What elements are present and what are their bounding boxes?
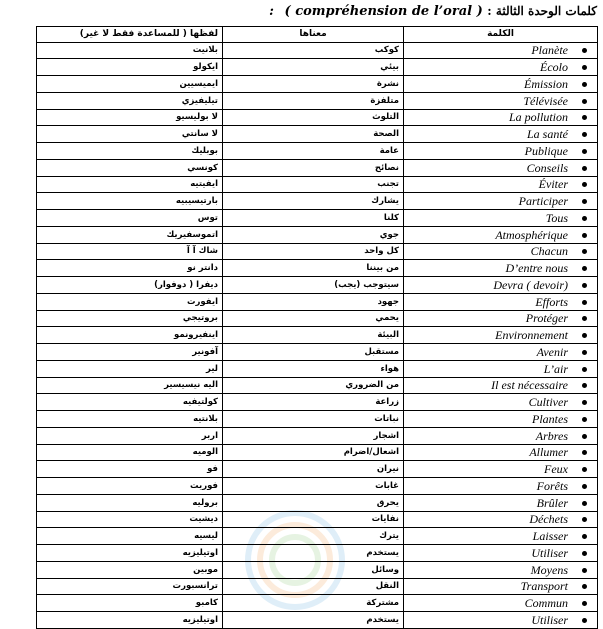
pronunciation-cell: الوميه — [37, 444, 223, 461]
french-word: Écolo — [540, 60, 568, 75]
french-word: Arbres — [535, 428, 568, 443]
table-row — [37, 427, 598, 444]
pronunciation-cell: بروليه — [37, 494, 223, 511]
french-word: Télévisée — [523, 93, 568, 108]
table-row — [37, 176, 598, 193]
word-cell — [404, 411, 598, 428]
bullet-icon — [582, 233, 587, 238]
pronunciation-cell: بروتيجي — [37, 310, 223, 327]
meaning-cell: تجنب — [223, 176, 404, 193]
table-row — [37, 92, 598, 109]
bullet-icon — [582, 316, 587, 321]
meaning-cell: بيئي — [223, 59, 404, 76]
meaning-cell: اشجار — [223, 427, 404, 444]
pronunciation-cell: اربر — [37, 427, 223, 444]
table-row — [37, 143, 598, 160]
french-word: Moyens — [530, 562, 568, 577]
word-cell — [404, 260, 598, 277]
bullet-icon — [582, 300, 587, 305]
table-row — [37, 528, 598, 545]
bullet-icon — [582, 65, 587, 70]
word-cell — [404, 494, 598, 511]
french-word: Émission — [523, 76, 568, 91]
word-cell — [404, 277, 598, 294]
header-word: الكلمة — [404, 27, 598, 43]
word-cell — [404, 109, 598, 126]
page-title — [17, 4, 597, 24]
meaning-cell: زراعة — [223, 394, 404, 411]
word-cell — [404, 578, 598, 595]
french-word: Forêts — [536, 478, 568, 493]
bullet-icon — [582, 216, 587, 221]
meaning-cell: عامة — [223, 143, 404, 160]
table-row — [37, 461, 598, 478]
bullet-icon — [582, 601, 587, 606]
french-word: Brûler — [536, 495, 568, 510]
french-word: Commun — [524, 596, 568, 611]
meaning-cell: البيئة — [223, 327, 404, 344]
bullet-icon — [582, 149, 587, 154]
pronunciation-cell: ترانسبورت — [37, 578, 223, 595]
meaning-cell: الصحة — [223, 126, 404, 143]
word-cell — [404, 444, 598, 461]
french-word: Avenir — [536, 344, 568, 359]
pronunciation-cell: دانتر نو — [37, 260, 223, 277]
bullet-icon — [582, 182, 587, 187]
word-cell — [404, 126, 598, 143]
french-word: Devra ( devoir) — [493, 277, 568, 292]
pronunciation-cell: ايفورت — [37, 293, 223, 310]
pronunciation-cell: موبين — [37, 561, 223, 578]
pronunciation-cell: تيليفيزي — [37, 92, 223, 109]
french-word: Feux — [544, 462, 568, 477]
french-word: Déchets — [529, 512, 568, 527]
word-cell — [404, 210, 598, 227]
bullet-icon — [582, 48, 587, 53]
french-word: Tous — [545, 210, 568, 225]
bullet-icon — [582, 568, 587, 573]
bullet-icon — [582, 534, 587, 539]
table-row — [37, 561, 598, 578]
table-row — [37, 193, 598, 210]
word-cell — [404, 377, 598, 394]
french-word: Planète — [531, 43, 568, 58]
pronunciation-cell: ديفرا ( دوفوار) — [37, 277, 223, 294]
table-row — [37, 377, 598, 394]
french-word: Cultiver — [528, 395, 568, 410]
pronunciation-cell: كامبو — [37, 595, 223, 612]
pronunciation-cell: بوبليك — [37, 143, 223, 160]
header-meaning: معناها — [223, 27, 404, 43]
pronunciation-cell: لير — [37, 360, 223, 377]
header-pronunciation: لفظها ( للمساعدة فقط لا غير) — [37, 27, 223, 43]
french-word: Publique — [524, 143, 568, 158]
meaning-cell: يحرق — [223, 494, 404, 511]
table-row — [37, 595, 598, 612]
word-cell — [404, 545, 598, 562]
pronunciation-cell: اوتيليزيه — [37, 612, 223, 629]
meaning-cell: من الضروري — [223, 377, 404, 394]
pronunciation-cell: اينفيرونمو — [37, 327, 223, 344]
french-word: La pollution — [508, 110, 568, 125]
pronunciation-cell: اوتيليزيه — [37, 545, 223, 562]
table-row — [37, 76, 598, 93]
bullet-icon — [582, 618, 587, 623]
word-cell — [404, 159, 598, 176]
word-cell — [404, 528, 598, 545]
title-colon: : — [269, 4, 274, 19]
table-row — [37, 545, 598, 562]
pronunciation-cell: ايفيتيه — [37, 176, 223, 193]
pronunciation-cell: بلانيت — [37, 42, 223, 59]
bullet-icon — [582, 584, 587, 589]
word-cell — [404, 176, 598, 193]
bullet-icon — [582, 166, 587, 171]
word-cell — [404, 226, 598, 243]
meaning-cell: نباتات — [223, 411, 404, 428]
bullet-icon — [582, 99, 587, 104]
pronunciation-cell: ليسيه — [37, 528, 223, 545]
word-cell — [404, 394, 598, 411]
meaning-cell: نصائح — [223, 159, 404, 176]
table-row — [37, 494, 598, 511]
table-row — [37, 327, 598, 344]
table-row — [37, 277, 598, 294]
pronunciation-cell: ايميسيين — [37, 76, 223, 93]
table-row — [37, 42, 598, 59]
table-row — [37, 210, 598, 227]
table-row — [37, 159, 598, 176]
word-cell — [404, 595, 598, 612]
pronunciation-cell: ايكولو — [37, 59, 223, 76]
pronunciation-cell: فوريت — [37, 478, 223, 495]
table-row — [37, 578, 598, 595]
french-word: Environnement — [495, 328, 568, 343]
word-cell — [404, 427, 598, 444]
french-word: Conseils — [526, 160, 568, 175]
pronunciation-cell: كولتيفيه — [37, 394, 223, 411]
word-cell — [404, 293, 598, 310]
meaning-cell: سيتوجب (يجب) — [223, 277, 404, 294]
bullet-icon — [582, 333, 587, 338]
pronunciation-cell: آفونير — [37, 344, 223, 361]
pronunciation-cell: توس — [37, 210, 223, 227]
bullet-icon — [582, 115, 587, 120]
table-row — [37, 59, 598, 76]
word-cell — [404, 360, 598, 377]
table-body — [37, 42, 598, 628]
bullet-icon — [582, 249, 587, 254]
meaning-cell: اشعال/اضرام — [223, 444, 404, 461]
table-row — [37, 126, 598, 143]
meaning-cell: كلنا — [223, 210, 404, 227]
table-row — [37, 293, 598, 310]
bullet-icon — [582, 434, 587, 439]
bullet-icon — [582, 383, 587, 388]
word-cell — [404, 243, 598, 260]
bullet-icon — [582, 132, 587, 137]
french-word: Transport — [520, 579, 568, 594]
pronunciation-cell: كونسي — [37, 159, 223, 176]
word-cell — [404, 327, 598, 344]
french-word: Allumer — [529, 445, 568, 460]
bullet-icon — [582, 417, 587, 422]
french-word: Protéger — [525, 311, 568, 326]
meaning-cell: نيران — [223, 461, 404, 478]
table-row — [37, 478, 598, 495]
word-cell — [404, 612, 598, 629]
meaning-cell: النقل — [223, 578, 404, 595]
pronunciation-cell: لا بوليسيو — [37, 109, 223, 126]
word-cell — [404, 461, 598, 478]
title-french: ( compréhension de l’oral ) — [284, 4, 483, 19]
table-row — [37, 226, 598, 243]
pronunciation-cell: بارتيسيبيه — [37, 193, 223, 210]
word-cell — [404, 143, 598, 160]
table-row — [37, 411, 598, 428]
word-cell — [404, 478, 598, 495]
table-header-row — [37, 27, 598, 43]
bullet-icon — [582, 283, 587, 288]
french-word: Il est nécessaire — [491, 378, 568, 393]
french-word: D’entre nous — [505, 261, 568, 276]
meaning-cell: مستقبل — [223, 344, 404, 361]
french-word: La santé — [526, 127, 568, 142]
title-arabic: كلمات الوحدة الثالثة : — [487, 4, 597, 18]
bullet-icon — [582, 551, 587, 556]
pronunciation-cell: اتموسفيريك — [37, 226, 223, 243]
french-word: Chacun — [530, 244, 568, 259]
meaning-cell: يستخدم — [223, 612, 404, 629]
pronunciation-cell: بلانتيه — [37, 411, 223, 428]
table-row — [37, 260, 598, 277]
meaning-cell: هواء — [223, 360, 404, 377]
word-cell — [404, 511, 598, 528]
meaning-cell: مشتركة — [223, 595, 404, 612]
vocabulary-table — [36, 26, 598, 629]
table-row — [37, 612, 598, 629]
french-word: Efforts — [535, 294, 568, 309]
bullet-icon — [582, 367, 587, 372]
french-word: Participer — [518, 194, 568, 209]
meaning-cell: وسائل — [223, 561, 404, 578]
french-word: Plantes — [532, 411, 568, 426]
meaning-cell: التلوث — [223, 109, 404, 126]
word-cell — [404, 42, 598, 59]
bullet-icon — [582, 450, 587, 455]
french-word: L’air — [543, 361, 568, 376]
meaning-cell: من بيننا — [223, 260, 404, 277]
pronunciation-cell: اليه نيسيسير — [37, 377, 223, 394]
word-cell — [404, 92, 598, 109]
meaning-cell: نشرة — [223, 76, 404, 93]
meaning-cell: يحمي — [223, 310, 404, 327]
meaning-cell: متلفزة — [223, 92, 404, 109]
french-word: Laisser — [532, 529, 568, 544]
table-row — [37, 511, 598, 528]
bullet-icon — [582, 82, 587, 87]
table-row — [37, 344, 598, 361]
table-row — [37, 394, 598, 411]
table-row — [37, 243, 598, 260]
table-row — [37, 444, 598, 461]
french-word: Utiliser — [531, 612, 568, 627]
word-cell — [404, 76, 598, 93]
french-word: Utiliser — [531, 545, 568, 560]
bullet-icon — [582, 199, 587, 204]
meaning-cell: نفايات — [223, 511, 404, 528]
bullet-icon — [582, 467, 587, 472]
meaning-cell: يترك — [223, 528, 404, 545]
meaning-cell: يستخدم — [223, 545, 404, 562]
meaning-cell: جهود — [223, 293, 404, 310]
bullet-icon — [582, 266, 587, 271]
bullet-icon — [582, 400, 587, 405]
word-cell — [404, 193, 598, 210]
bullet-icon — [582, 501, 587, 506]
word-cell — [404, 59, 598, 76]
french-word: Éviter — [538, 177, 568, 192]
french-word: Atmosphérique — [495, 227, 568, 242]
meaning-cell: غابات — [223, 478, 404, 495]
meaning-cell: كوكب — [223, 42, 404, 59]
table-row — [37, 310, 598, 327]
pronunciation-cell: ديشيت — [37, 511, 223, 528]
table-row — [37, 109, 598, 126]
pronunciation-cell: شاك آ آ — [37, 243, 223, 260]
pronunciation-cell: فو — [37, 461, 223, 478]
meaning-cell: كل واحد — [223, 243, 404, 260]
word-cell — [404, 310, 598, 327]
meaning-cell: يشارك — [223, 193, 404, 210]
word-cell — [404, 561, 598, 578]
pronunciation-cell: لا سانتي — [37, 126, 223, 143]
bullet-icon — [582, 350, 587, 355]
table-row — [37, 360, 598, 377]
bullet-icon — [582, 517, 587, 522]
meaning-cell: جوي — [223, 226, 404, 243]
bullet-icon — [582, 484, 587, 489]
word-cell — [404, 344, 598, 361]
